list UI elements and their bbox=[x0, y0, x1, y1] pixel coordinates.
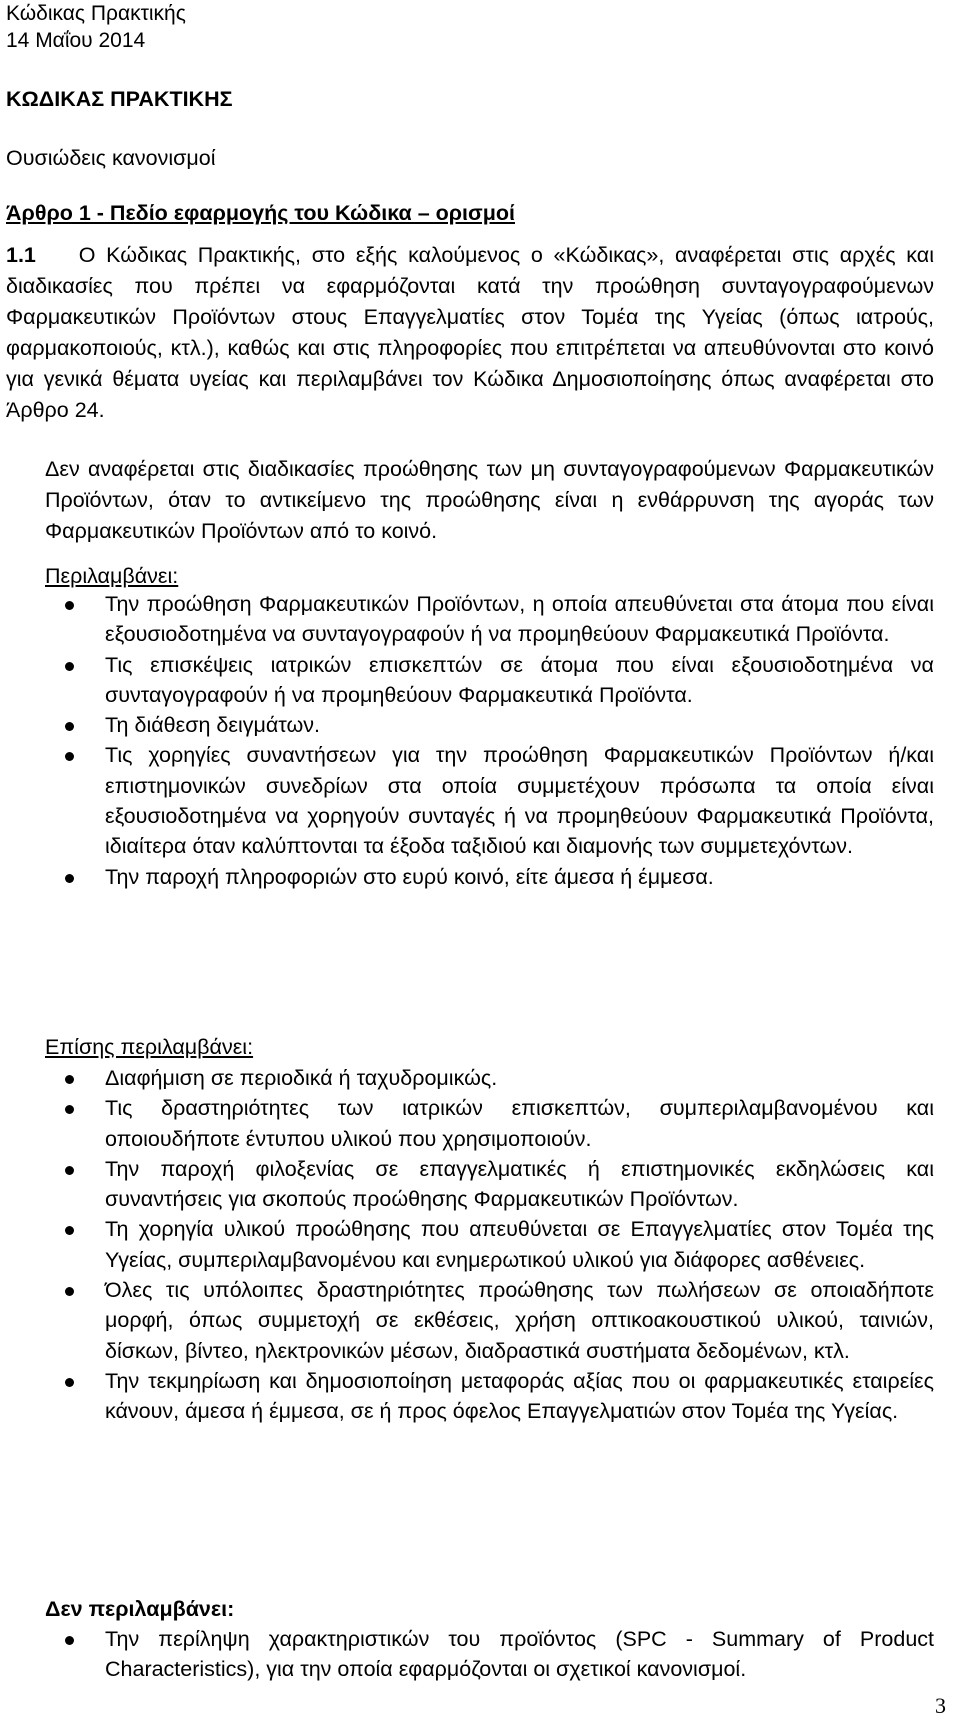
bullet-icon bbox=[65, 1378, 74, 1387]
page-heading: ΚΩΔΙΚΑΣ ΠΡΑΚΤΙΚΗΣ bbox=[6, 87, 233, 111]
paragraph-1-1 bbox=[6, 240, 934, 426]
excludes-list bbox=[58, 1624, 934, 1685]
paragraph-text: Ο Κώδικας Πρακτικής, στο εξής καλούμενος ο «Κώδικας», αναφέρεται στις αρχές και διαδικασίες που πρέπει να εφαρμόζονται κατά την προώθηση συνταγογραφούμενων Φαρμακευτικών Προϊόντων στους Επαγγελματίες στον Τομέα της Υγείας (όπως ιατρούς, φαρμακοποιούς, κτλ.), καθώς και στις πληροφορίες που επιτρέπεται να απευθύνονται στο κοινό για γενικά θέματα υγείας και περιλαμβάνει τον Κώδικα Δημοσιοποίησης όπως αναφέρεται στο Άρθρο 24. bbox=[6, 243, 934, 422]
bullet-icon bbox=[65, 1287, 74, 1296]
bullet-icon bbox=[65, 874, 74, 883]
list-item: Όλες τις υπόλοιπες δραστηριότητες προώθησης των πωλήσεων σε οποιαδήποτε μορφή, όπως συμμετοχή σε εκθέσεις, χρήση οπτικοακουστικού υλικού, ταινιών, δίσκων, βίντεο, ηλεκτρονικών μέσων, διαδραστικά συστήματα δεδομένων, κτλ. bbox=[58, 1275, 934, 1366]
also-includes-label: Επίσης περιλαμβάνει: bbox=[45, 1035, 254, 1059]
list-item: Την παροχή πληροφοριών στο ευρύ κοινό, είτε άμεσα ή έμμεσα. bbox=[58, 862, 934, 892]
bullet-icon bbox=[65, 1226, 74, 1235]
bullet-icon bbox=[65, 752, 74, 761]
document-title: Κώδικας Πρακτικής bbox=[6, 2, 186, 25]
list-item: Τις δραστηριότητες των ιατρικών επισκεπτών, συμπεριλαμβανομένου και οποιουδήποτε έντυπου υλικού που χρησιμοποιούν. bbox=[58, 1093, 934, 1154]
also-includes-list bbox=[58, 1063, 934, 1427]
list-item: Την παροχή φιλοξενίας σε επαγγελματικές ή επιστημονικές εκδηλώσεις και συναντήσεις για σκοπούς προώθησης Φαρμακευτικών Προϊόντων. bbox=[58, 1154, 934, 1215]
list-item: Διαφήμιση σε περιοδικά ή ταχυδρομικώς. bbox=[58, 1063, 934, 1093]
bullet-icon bbox=[65, 601, 74, 610]
bullet-icon bbox=[65, 1166, 74, 1175]
bullet-icon bbox=[65, 1075, 74, 1084]
list-item: Τη διάθεση δειγμάτων. bbox=[58, 710, 934, 740]
bullet-icon bbox=[65, 1105, 74, 1114]
article-title: Άρθρο 1 - Πεδίο εφαρμογής του Κώδικα – ορισμοί bbox=[6, 201, 515, 225]
bullet-icon bbox=[65, 722, 74, 731]
includes-list bbox=[58, 589, 934, 892]
document-date: 14 Μαΐου 2014 bbox=[6, 29, 146, 52]
includes-label: Περιλαμβάνει: bbox=[45, 564, 179, 588]
list-item: Τις χορηγίες συναντήσεων για την προώθηση Φαρμακευτικών Προϊόντων ή/και επιστημονικών συνεδρίων στα οποία συμμετέχουν πρόσωπα τα οποία είναι εξουσιοδοτημένα να χορηγούν συνταγές ή να προμηθεύουν Φαρμακευτικά Προϊόντα, ιδιαίτερα όταν καλύπτονται τα έξοδα ταξιδιού και διαμονής των συμμετεχόντων. bbox=[58, 740, 934, 861]
paragraph-otc-exclusion: Δεν αναφέρεται στις διαδικασίες προώθησης των μη συνταγογραφούμενων Φαρμακευτικών Προϊόντων, όταν το αντικείμενο της προώθησης είναι η ενθάρρυνση της αγοράς των Φαρμακευτικών Προϊόντων από το κοινό. bbox=[45, 457, 934, 543]
bullet-icon bbox=[65, 1636, 74, 1645]
list-item: Την προώθηση Φαρμακευτικών Προϊόντων, η οποία απευθύνεται στα άτομα που είναι εξουσιοδοτημένα να συνταγογραφούν ή να προμηθεύουν Φαρμακευτικά Προϊόντα. bbox=[58, 589, 934, 650]
list-item: Την τεκμηρίωση και δημοσιοποίηση μεταφοράς αξίας που οι φαρμακευτικές εταιρείες κάνουν, άμεσα ή έμμεσα, σε ή προς όφελος Επαγγελματιών στον Τομέα της Υγείας. bbox=[58, 1366, 934, 1427]
section-subheading: Ουσιώδεις κανονισμοί bbox=[6, 146, 216, 170]
paragraph-number: 1.1 bbox=[6, 243, 36, 267]
excludes-label: Δεν περιλαμβάνει: bbox=[45, 1597, 235, 1621]
list-item: Τη χορηγία υλικού προώθησης που απευθύνεται σε Επαγγελματίες στον Τομέα της Υγείας, συμπεριλαμβανομένου και ενημερωτικού υλικού για διάφορες ασθένειες. bbox=[58, 1214, 934, 1275]
bullet-icon bbox=[65, 662, 74, 671]
page-number: 3 bbox=[935, 1693, 946, 1718]
list-item: Τις επισκέψεις ιατρικών επισκεπτών σε άτομα που είναι εξουσιοδοτημένα να συνταγογραφούν ή να προμηθεύουν Φαρμακευτικά Προϊόντα. bbox=[58, 650, 934, 711]
list-item: Την περίληψη χαρακτηριστικών του προϊόντος (SPC - Summary of Product Characteristics), για την οποία εφαρμόζονται οι σχετικοί κανονισμοί. bbox=[58, 1624, 934, 1685]
